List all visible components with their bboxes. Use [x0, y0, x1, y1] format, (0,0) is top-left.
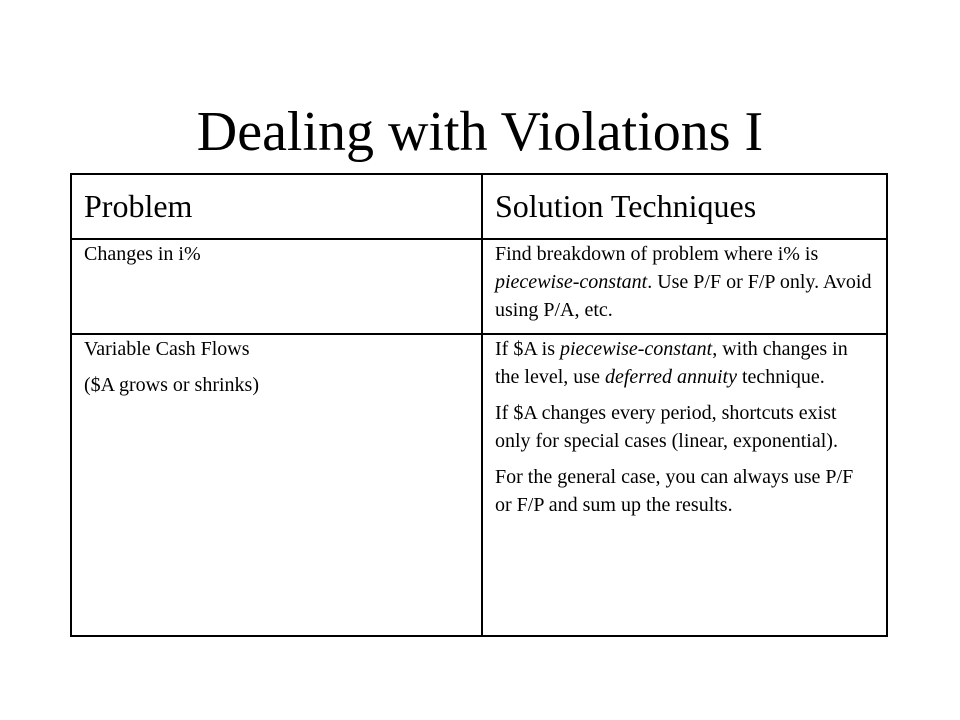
- italic-text-run: deferred annuity: [604, 366, 737, 388]
- problem-cell: [71, 334, 482, 636]
- text-run: If $A changes every period, shortcuts exist only for special cases (linear, exponential).: [495, 402, 838, 452]
- problem-cell: [71, 239, 482, 334]
- problem-line: Changes in i%: [84, 243, 201, 265]
- table-row: [71, 334, 887, 636]
- text-run: For the general case, you can always use P/F or F/P and sum up the results.: [495, 466, 854, 516]
- italic-text-run: piecewise-constant: [560, 338, 713, 360]
- text-run: If $A is: [495, 338, 560, 360]
- text-run: . Use P/F or F/P only. Avoid using P/A, etc.: [495, 271, 872, 321]
- text-run: , with changes in the level, use: [495, 338, 848, 388]
- problem-line: Variable Cash Flows: [84, 338, 250, 360]
- text-run: technique.: [736, 366, 825, 388]
- slide-title: Dealing with Violations I: [196, 101, 764, 163]
- solution-paragraph: [495, 335, 874, 391]
- solution-paragraph: [495, 463, 874, 519]
- solution-paragraph: [495, 399, 874, 455]
- header-problem: Problem: [71, 174, 482, 239]
- comparison-table: [70, 173, 888, 637]
- text-run: Find breakdown of problem where i% is: [495, 243, 819, 265]
- solution-paragraph: [495, 240, 874, 324]
- header-solution-techniques: Solution Techniques: [482, 174, 887, 239]
- italic-text-run: piecewise-constant: [495, 271, 648, 293]
- table-row: [71, 239, 887, 334]
- solution-cell: [482, 239, 887, 334]
- table-header-row: [71, 174, 887, 239]
- solution-cell: [482, 334, 887, 636]
- problem-line: ($A grows or shrinks): [84, 374, 259, 396]
